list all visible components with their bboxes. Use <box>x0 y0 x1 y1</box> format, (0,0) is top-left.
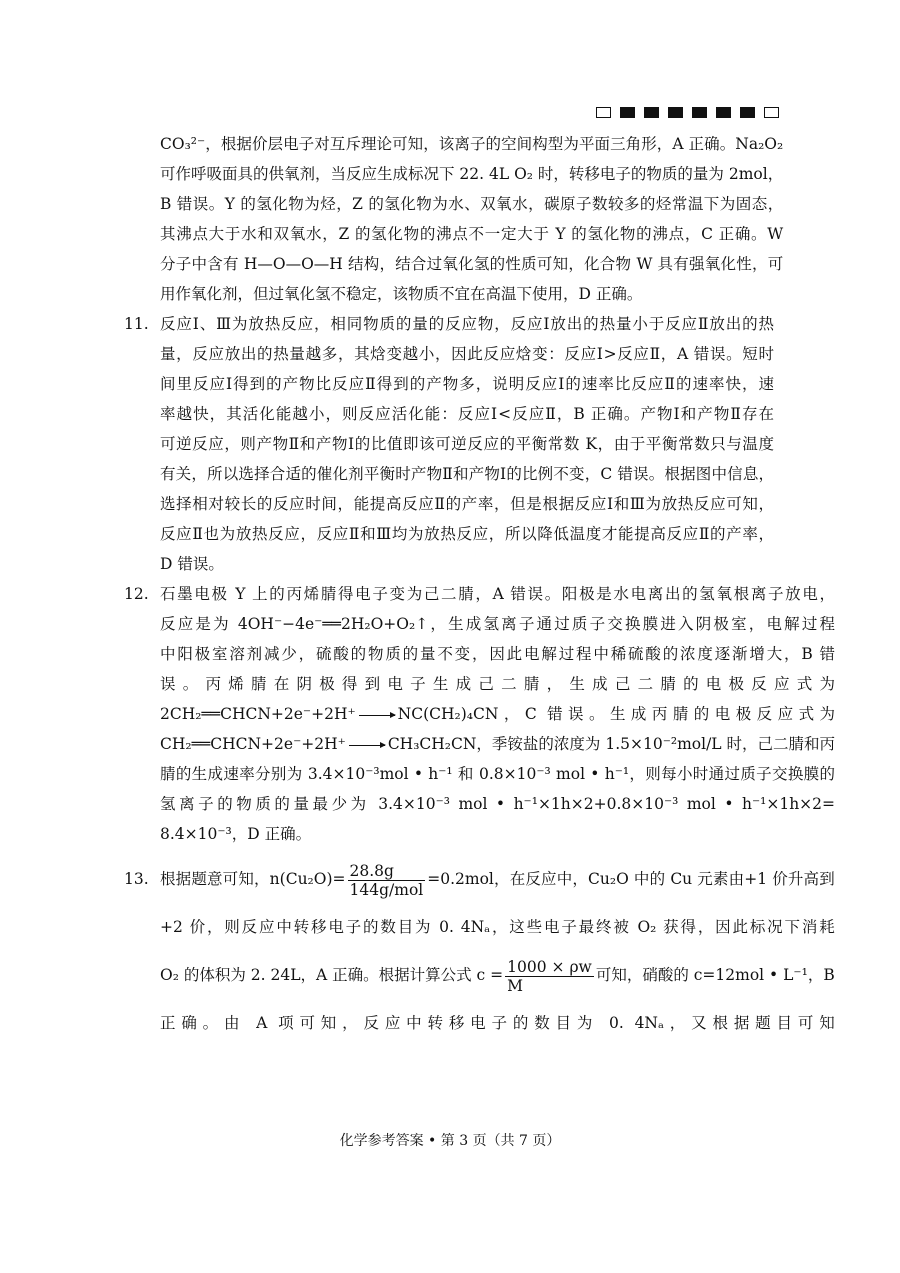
page-footer: 化学参考答案 • 第 3 页（共 7 页） <box>339 1133 561 1149</box>
text-line: 石墨电极 Y 上的丙烯腈得电子变为己二腈，A 错误。阳极是水电离出的氢氧根离子放电， <box>160 585 836 603</box>
text-segment: 可知，硝酸的 c=12mol • L⁻¹，B <box>595 966 835 984</box>
equation-line <box>160 699 835 729</box>
filled-square-mark <box>668 107 683 118</box>
fraction-numerator: 1000 × ρw <box>507 957 592 976</box>
open-square-mark <box>764 107 779 118</box>
text-line: 分子中含有 H—O—O—H 结构，结合过氧化氢的性质可知，化合物 W 具有强氧化性，可 <box>160 255 784 273</box>
header-marks <box>596 107 779 118</box>
text-line: 量，反应放出的热量越多，其焓变越小，因此反应焓变：反应Ⅰ>反应Ⅱ，A 错误。短时 <box>160 345 774 363</box>
fraction <box>505 958 594 995</box>
text-line: 可逆反应，则产物Ⅱ和产物Ⅰ的比值即该可逆反应的平衡常数 K，由于平衡常数只与温度 <box>160 435 774 453</box>
fraction-numerator: 28.8g <box>348 862 426 881</box>
text-line: 反应是为 4OH⁻−4e⁻══2H₂O+O₂↑，生成氢离子通过质子交换膜进入阴极室，电解过程 <box>160 615 836 633</box>
text-segment: O₂ 的体积为 2. 24L，A 正确。根据计算公式 c = <box>160 966 504 984</box>
equation-line <box>160 729 835 759</box>
open-square-mark <box>596 107 611 118</box>
fraction-denominator: 144g/mol <box>349 880 424 899</box>
text-line: 可作呼吸面具的供氧剂，当反应生成标况下 22. 4L O₂ 时，转移电子的物质的量为 2mol， <box>160 165 784 183</box>
reaction-arrow-icon <box>349 745 385 746</box>
fraction <box>348 862 426 899</box>
text-line: 氢离子的物质的量最少为 3.4×10⁻³ mol • h⁻¹×1h×2+0.8×10⁻³ mol • h⁻¹×1h×2= <box>160 795 836 813</box>
equation-left: 2CH₂══CHCN+2e⁻+2H⁺ <box>160 705 356 723</box>
filled-square-mark <box>740 107 755 118</box>
text-line: 反应Ⅱ也为放热反应，反应Ⅱ和Ⅲ均为放热反应，所以降低温度才能提高反应Ⅱ的产率， <box>160 525 774 543</box>
question-number: 11. <box>124 315 149 333</box>
equation-left: CH₂══CHCN+2e⁻+2H⁺ <box>160 735 346 753</box>
question-11 <box>124 309 774 579</box>
filled-square-mark <box>644 107 659 118</box>
equation-right: NC(CH₂)₄CN，C 错误。生成丙腈的电极反应式为 <box>397 705 836 723</box>
text-line: B 错误。Y 的氢化物为烃，Z 的氢化物为水、双氧水，碳原子数较多的烃常温下为固态， <box>160 195 784 213</box>
question-number: 13. <box>124 870 149 888</box>
question-13 <box>124 855 835 1047</box>
question-number: 12. <box>124 585 149 603</box>
question-12 <box>124 579 836 849</box>
filled-square-mark <box>716 107 731 118</box>
text-segment: 根据题意可知，n(Cu₂O)= <box>160 870 346 888</box>
answer-content <box>124 129 836 1047</box>
formula-line <box>160 951 835 999</box>
text-line: 中阳极室溶剂减少，硫酸的物质的量不变，因此电解过程中稀硫酸的浓度逐渐增大，B 错 <box>160 645 836 663</box>
fraction-denominator: M <box>507 976 524 995</box>
text-line: 率越快，其活化能越小，则反应活化能：反应Ⅰ<反应Ⅱ，B 正确。产物Ⅰ和产物Ⅱ存在 <box>160 405 774 423</box>
text-segment: =0.2mol，在反应中，Cu₂O 中的 Cu 元素由+1 价升高到 <box>427 870 835 888</box>
equation-right: CH₃CH₂CN，季铵盐的浓度为 1.5×10⁻²mol/L 时，己二腈和丙 <box>387 735 836 753</box>
text-line: +2 价，则反应中转移电子的数目为 0. 4Nₐ，这些电子最终被 O₂ 获得，因此标况下消耗 <box>160 918 835 936</box>
text-line: 有关，所以选择合适的催化剂平衡时产物Ⅱ和产物Ⅰ的比例不变，C 错误。根据图中信息， <box>160 465 774 483</box>
reaction-arrow-icon <box>359 715 395 716</box>
text-line: 其沸点大于水和双氧水，Z 的氢化物的沸点不一定大于 Y 的氢化物的沸点，C 正确。W <box>160 225 784 243</box>
text-line: 用作氧化剂，但过氧化氢不稳定，该物质不宜在高温下使用，D 正确。 <box>160 285 643 303</box>
text-line: D 错误。 <box>160 555 224 573</box>
text-line: CO₃²⁻，根据价层电子对互斥理论可知，该离子的空间构型为平面三角形，A 正确。Na₂O₂ <box>160 135 784 153</box>
q10-continuation <box>160 129 784 309</box>
text-line: 反应Ⅰ、Ⅲ为放热反应，相同物质的量的反应物，反应Ⅰ放出的热量小于反应Ⅱ放出的热 <box>160 315 774 333</box>
filled-square-mark <box>620 107 635 118</box>
text-line: 正确。由 A 项可知，反应中转移电子的数目为 0. 4Nₐ，又根据题目可知 <box>160 1014 835 1032</box>
text-line: 间里反应Ⅰ得到的产物比反应Ⅱ得到的产物多，说明反应Ⅰ的速率比反应Ⅱ的速率快，速 <box>160 375 774 393</box>
text-line: 8.4×10⁻³，D 正确。 <box>160 825 312 843</box>
text-line: 误。丙烯腈在阴极得到电子生成己二腈，生成己二腈的电极反应式为 <box>160 675 836 693</box>
text-line: 选择相对较长的反应时间，能提高反应Ⅱ的产率，但是根据反应Ⅰ和Ⅲ为放热反应可知， <box>160 495 774 513</box>
formula-line <box>160 855 835 903</box>
text-line: 腈的生成速率分别为 3.4×10⁻³mol • h⁻¹ 和 0.8×10⁻³ mol • h⁻¹，则每小时通过质子交换膜的 <box>160 765 836 783</box>
filled-square-mark <box>692 107 707 118</box>
